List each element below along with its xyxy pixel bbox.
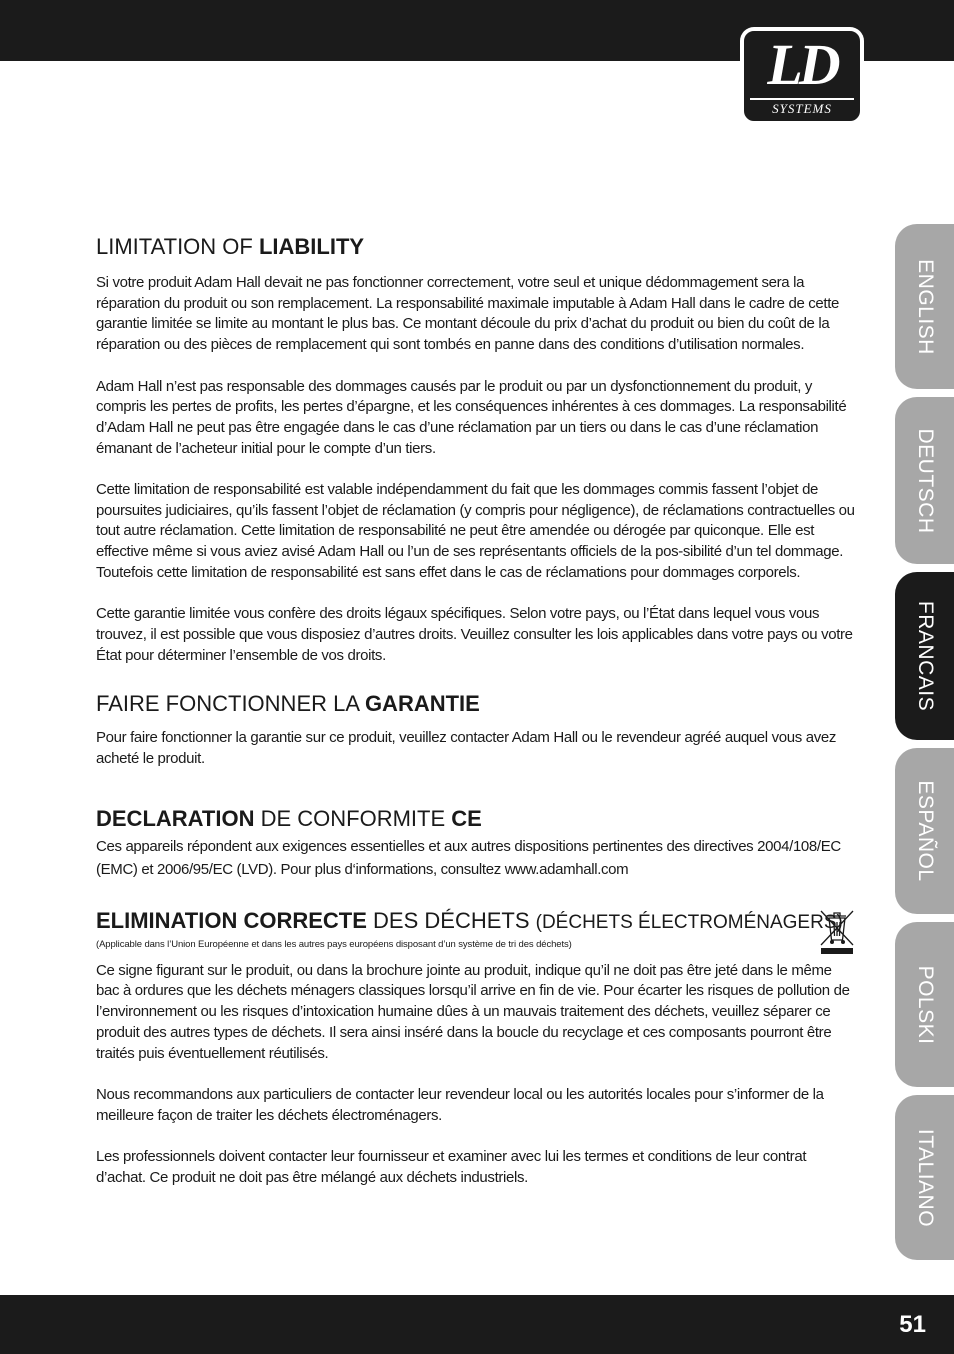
warranty-heading: FAIRE FONCTIONNER LA GARANTIE <box>96 691 480 717</box>
tab-francais[interactable] <box>895 572 954 740</box>
ce-paragraph: Ces appareils répondent aux exigences essentielles et aux autres dispositions pertinentes des directives 2004/108/EC (EMC) et 2006/95/EC (LVD). Pour plus d‘informations, consultez www.adamhall.com <box>96 837 841 878</box>
tab-english-label: ENGLISH <box>913 258 937 355</box>
disposal-paragraph-1: Ce signe figurant sur le produit, ou dans la brochure jointe au produit, indique qu’il ne doit pas être jeté dans le même bac à ordures que les déchets ménagers classiques lorsqu’il arrive en fin de vie. Pour écarter les risques de pollution de l’environnement ou les risques d’intoxication humaine dûes à un mauvais traitement des déchets, veuillez séparer ce produit des autres types de déchets. Il sera ainsi inséré dans la boucle du recyclage et ces composants pourront être traités puis éventuellement réutilisés. <box>96 961 850 1062</box>
footer-bar <box>0 1295 954 1354</box>
tab-deutsch-label: DEUTSCH <box>913 427 937 534</box>
liability-paragraph-3: Cette limitation de responsabilité est valable indépendamment du fait que les dommages commis fassent l’objet de poursuites judiciaires, qu’ils fassent l’objet de réclamation (y compris pour négligence), de réclamations contractuelles ou tout autre réclamation. Cette limitation de responsabilité ne peut être amendée ou dérogée par quiconque. Elle est effective même si vous aviez avisé Adam Hall ou l’un de ses représentants officiels de la pos-sibilité d’un tel dommage. Toutefois cette limitation de responsabilité est sans effet dans le cas de réclamations pour dommages corporels. <box>96 481 855 581</box>
tab-italiano[interactable] <box>895 1095 954 1260</box>
disposal-note: (Applicable dans l’Union Européenne et dans les autres pays européens disposant d’un système de tri des déchets) <box>96 938 572 950</box>
crossed-out-wheelie-bin-icon <box>818 907 856 955</box>
tab-polski[interactable] <box>895 922 954 1087</box>
tab-italiano-label: ITALIANO <box>913 1128 937 1227</box>
tab-espanol[interactable] <box>895 748 954 914</box>
logo-subtitle: SYSTEMS <box>750 98 854 117</box>
warranty-paragraph: Pour faire fonctionner la garantie sur ce produit, veuillez contacter Adam Hall ou le revendeur agréé auquel vous avez acheté le produit. <box>96 729 836 768</box>
liability-paragraph-1: Si votre produit Adam Hall devait ne pas fonctionner correctement, votre seul et unique dédommagement sera la réparation du produit ou son remplacement. La responsabilité maximale imputable à Adam Hall dans le cadre de cette garantie limitée se limite au montant le plus bas. Ce montant découle du prix d’achat du produit ou bien du coût de la réparation ou des pièces de remplacement qui sont tombés en panne dans des conditions d’utilisation normales. <box>96 274 840 354</box>
tab-deutsch[interactable] <box>895 397 954 564</box>
logo-letters: LD <box>767 32 837 97</box>
tab-polski-label: POLSKI <box>913 965 937 1044</box>
ld-systems-logo <box>740 27 864 125</box>
main-content <box>96 233 858 1188</box>
tab-english[interactable] <box>895 224 954 389</box>
disposal-heading: ELIMINATION CORRECTE DES DÉCHETS (DÉCHETS ÉLECTROMÉNAGERS) <box>96 907 843 933</box>
ce-heading: DECLARATION DE CONFORMITE CE <box>96 805 482 831</box>
disposal-paragraph-3: Les professionnels doivent contacter leur fournisseur et examiner avec lui les termes et conditions de leur contrat d’achat. Ce produit ne doit pas être mélangé aux déchets industriels. <box>96 1148 807 1186</box>
page-number: 51 <box>899 1311 926 1338</box>
disposal-paragraph-2: Nous recommandons aux particuliers de contacter leur revendeur local ou les autorités locales pour s’informer de la meilleure façon de traiter les déchets électroménagers. <box>96 1085 824 1124</box>
liability-heading: LIMITATION OF LIABILITY <box>96 234 365 259</box>
liability-paragraph-2: Adam Hall n’est pas responsable des dommages causés par le produit ou par un dysfonctionnement du produit, y compris les pertes de profits, les pertes d’épargne, et les conséquences inhérentes à ces dommages. La responsabilité d’Adam Hall ne peut pas être engagée dans le cas d’une réclamation par un tiers ou dans le cas d’une réclamation émanant de l’acheteur initial pour le compte d’un tiers. <box>96 377 847 457</box>
disposal-section <box>96 907 858 1189</box>
liability-paragraph-4: Cette garantie limitée vous confère des droits légaux spécifiques. Selon votre pays, ou l’État dans lequel vous vous trouvez, il est possible que vous disposiez d’autres droits. Veuillez consulter les lois applicables dans votre pays ou votre État pour déterminer l’ensemble de vos droits. <box>96 605 853 664</box>
tab-espanol-label: ESPAÑOL <box>913 780 937 882</box>
tab-francais-label: FRANCAIS <box>913 600 937 712</box>
